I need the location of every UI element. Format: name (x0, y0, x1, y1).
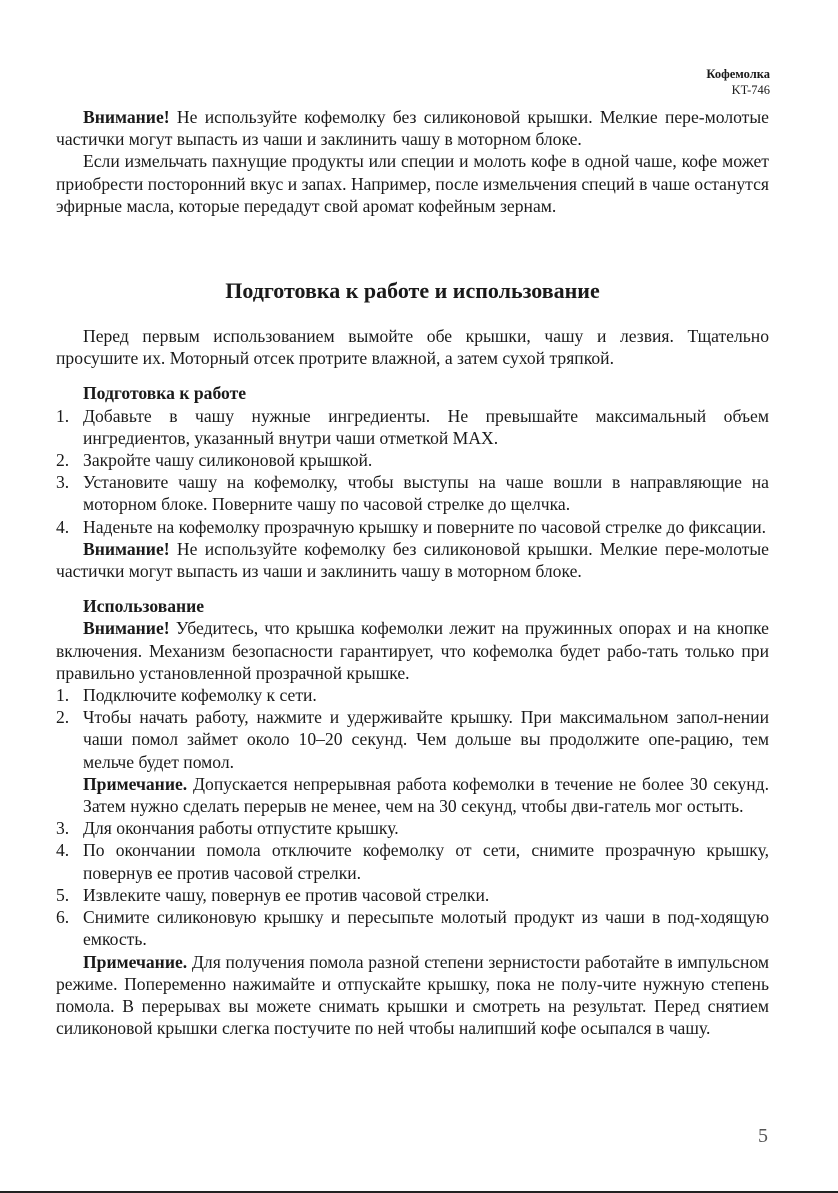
item-text: Установите чашу на кофемолку, чтобы выступы на чаше вошли в направляющие на моторном блоке. Поверните чашу по часовой стрелке до щелчка. (83, 472, 769, 515)
header-product: Кофемолка (706, 67, 770, 81)
intro-warning (56, 106, 769, 150)
list-item (56, 839, 769, 883)
list-item (56, 884, 769, 906)
item-text: Для окончания работы отпустите крышку. (83, 818, 399, 839)
item-number: 4. (56, 516, 70, 537)
item-number: 6. (56, 907, 70, 928)
list-item (56, 471, 769, 515)
list-item (56, 706, 769, 817)
prep-heading: Подготовка к работе (83, 383, 247, 404)
body-text (56, 106, 769, 1039)
usage-heading: Использование (83, 596, 205, 617)
item-number: 2. (56, 707, 70, 728)
warning-label: Внимание! (83, 538, 170, 559)
intro-paragraph: Если измельчать пахнущие продукты или специи и молоть кофе в одной чаше, кофе может приобрести посторонний вкус и запах. Например, после измельчения специй в чаше останутся эфирные масла, которые передадут свой аромат кофейным зернам. (56, 151, 769, 216)
item-number: 5. (56, 884, 70, 905)
list-item (56, 516, 769, 538)
list-item (56, 906, 769, 950)
item-text: По окончании помола отключите кофемолку от сети, снимите прозрачную крышку, повернув ее против часовой стрелки. (83, 840, 769, 883)
item-number: 2. (56, 450, 70, 471)
item-text: Наденьте на кофемолку прозрачную крышку и поверните по часовой стрелке до фиксации. (83, 516, 767, 537)
list-item (56, 684, 769, 706)
note-label: Примечание. (83, 951, 188, 972)
list-item (56, 405, 769, 449)
prep-list (56, 405, 769, 538)
section-intro: Перед первым использованием вымойте обе крышки, чашу и лезвия. Тщательно просушите их. Моторный отсек протрите влажной, а затем сухой тряпкой. (56, 326, 769, 369)
item-number: 3. (56, 472, 70, 493)
warning-text: Не используйте кофемолку без силиконовой крышки. Мелкие пере-молотые частички могут выпасть из чаши и заклинить чашу в моторном блоке. (56, 538, 769, 582)
header-model: KT-746 (731, 83, 770, 97)
list-item (56, 449, 769, 471)
warning-text: Убедитесь, что крышка кофемолки лежит на пружинных опорах и на кнопке включения. Механизм безопасности гарантирует, что кофемолка будет рабо-тать только при правильно установленной прозрачной крышке. (56, 618, 769, 683)
item-text: Добавьте в чашу нужные ингредиенты. Не превышайте максимальный объем ингредиентов, указанный внутри чаши отметкой MAX. (83, 405, 769, 448)
page-number: 5 (758, 1125, 768, 1147)
prep-warning (56, 538, 769, 582)
note-label: Примечание. (83, 773, 188, 794)
warning-text: Не используйте кофемолку без силиконовой крышки. Мелкие пере-молотые частички могут выпасть из чаши и заклинить чашу в моторном блоке. (56, 107, 769, 150)
item-text: Подключите кофемолку к сети. (83, 685, 317, 706)
note-text: Допускается непрерывная работа кофемолки в течение не более 30 секунд. Затем нужно сделать перерыв не менее, чем на 30 секунд, чтобы дви-гатель мог остыть. (83, 773, 769, 817)
section-title: Подготовка к работе и использование (225, 278, 600, 304)
usage-warning (56, 617, 769, 684)
running-header (706, 66, 770, 98)
item-number: 1. (56, 405, 70, 426)
item-text: Извлеките чашу, повернув ее против часовой стрелки. (83, 884, 490, 905)
item-number: 3. (56, 818, 70, 839)
usage-list (56, 684, 769, 950)
item-text: Чтобы начать работу, нажмите и удерживайте крышку. При максимальном запол-нении чаши помол займет около 10–20 секунд. Чем дольше вы продолжите опе-рацию, тем мельче будет помол. (83, 707, 769, 772)
warning-label: Внимание! (83, 618, 170, 639)
usage-note (56, 951, 769, 1040)
note-text: Для получения помола разной степени зернистости работайте в импульсном режиме. Попеременно нажимайте и отпускайте крышку, пока не полу-чите нужную степень помола. В перерывах вы можете снимать крышки и смотреть на результат. Перед снятием силиконовой крышки слегка постучите по ней чтобы налипший кофе осыпался в чашу. (56, 951, 769, 1039)
item-number: 1. (56, 685, 70, 706)
item-text: Снимите силиконовую крышку и пересыпьте молотый продукт из чаши в под-ходящую емкость. (83, 907, 769, 950)
list-item (56, 817, 769, 839)
warning-label: Внимание! (83, 107, 170, 127)
item-text: Закройте чашу силиконовой крышкой. (83, 450, 373, 471)
item-number: 4. (56, 840, 70, 861)
item-note (83, 773, 769, 817)
